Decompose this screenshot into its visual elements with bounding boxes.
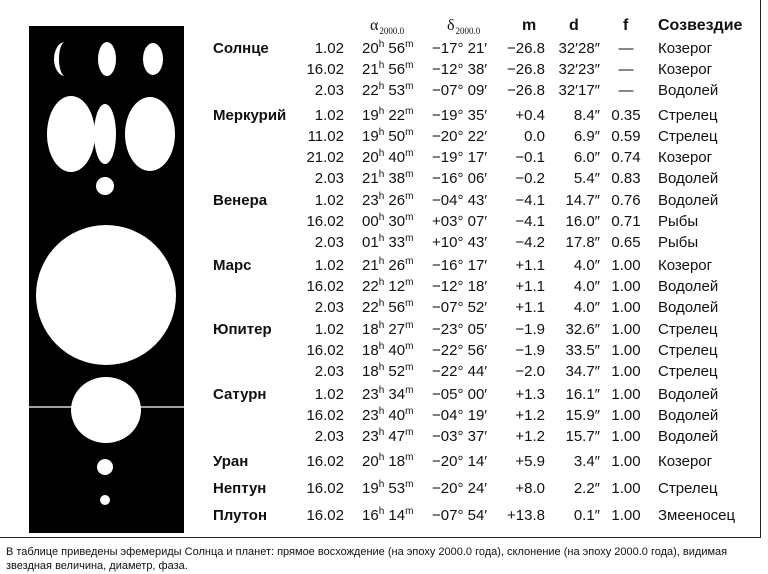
row-declination: −16° 06′ [432, 170, 488, 187]
planet-name: Нептун [213, 480, 267, 497]
row-declination: −04° 43′ [432, 192, 488, 209]
row-date: 1.02 [314, 257, 344, 274]
row-constellation: Водолей [658, 82, 719, 99]
row-declination: −20° 24′ [432, 480, 488, 497]
row-date: 16.02 [306, 278, 344, 295]
row-diameter: 34.7″ [565, 363, 600, 380]
row-diameter: 8.4″ [573, 107, 600, 124]
row-phase: 1.00 [611, 428, 641, 445]
row-magnitude: −1.9 [515, 342, 545, 359]
row-date: 16.02 [306, 342, 344, 359]
row-diameter: 14.7″ [565, 192, 600, 209]
row-diameter: 4.0″ [573, 299, 600, 316]
row-declination: −03° 37′ [432, 428, 488, 445]
row-diameter: 17.8″ [565, 234, 600, 251]
header-declination: $\delta_{2000.0}$ [447, 17, 481, 36]
row-diameter: 6.0″ [573, 149, 600, 166]
planet-name: Солнце [213, 40, 269, 57]
row-constellation: Стрелец [658, 342, 718, 359]
row-magnitude: −0.1 [515, 149, 545, 166]
row-constellation: Стрелец [658, 128, 718, 145]
row-phase: 1.00 [611, 342, 641, 359]
row-diameter: 4.0″ [573, 278, 600, 295]
row-right-ascension: 20$^h$ 56$^m$ [362, 39, 414, 57]
row-diameter: 4.0″ [573, 257, 600, 274]
row-phase: 0.59 [611, 128, 641, 145]
row-declination: +03° 07′ [432, 213, 488, 230]
row-constellation: Рыбы [658, 213, 699, 230]
planet-name: Марс [213, 257, 252, 274]
header-constellation: Созвездие [658, 17, 743, 34]
row-date: 1.02 [314, 321, 344, 338]
planet-name: Уран [213, 453, 249, 470]
row-magnitude: −0.2 [515, 170, 545, 187]
row-magnitude: −26.8 [507, 82, 545, 99]
row-magnitude: +0.4 [515, 107, 545, 124]
row-right-ascension: 22$^h$ 56$^m$ [362, 298, 414, 316]
row-date: 16.02 [306, 407, 344, 424]
row-magnitude: +1.2 [515, 428, 545, 445]
row-constellation: Козерог [658, 149, 713, 166]
row-constellation: Водолей [658, 428, 719, 445]
row-date: 2.03 [314, 428, 344, 445]
row-date: 21.02 [306, 149, 344, 166]
row-declination: −19° 35′ [432, 107, 488, 124]
row-constellation: Козерог [658, 453, 713, 470]
row-declination: −17° 21′ [432, 40, 488, 57]
row-declination: −22° 56′ [432, 342, 488, 359]
row-magnitude: +1.2 [515, 407, 545, 424]
row-date: 2.03 [314, 82, 344, 99]
row-right-ascension: 20$^h$ 18$^m$ [362, 452, 414, 470]
planet-name: Венера [213, 192, 268, 209]
row-date: 2.03 [314, 234, 344, 251]
row-phase: — [618, 82, 634, 99]
row-diameter: 0.1″ [573, 507, 600, 524]
row-constellation: Водолей [658, 170, 719, 187]
row-constellation: Рыбы [658, 234, 699, 251]
row-phase: 0.83 [611, 170, 641, 187]
row-date: 2.03 [314, 363, 344, 380]
row-magnitude: −4.1 [515, 192, 545, 209]
row-magnitude: 0.0 [524, 128, 545, 145]
row-right-ascension: 18$^h$ 40$^m$ [362, 341, 414, 359]
row-date: 1.02 [314, 192, 344, 209]
row-magnitude: +1.1 [515, 299, 545, 316]
row-magnitude: −26.8 [507, 40, 545, 57]
row-magnitude: −26.8 [507, 61, 545, 78]
row-declination: −07° 52′ [432, 299, 488, 316]
row-right-ascension: 23$^h$ 34$^m$ [362, 385, 414, 403]
row-magnitude: −4.2 [515, 234, 545, 251]
row-magnitude: −4.1 [515, 213, 545, 230]
row-date: 1.02 [314, 107, 344, 124]
row-right-ascension: 23$^h$ 47$^m$ [362, 427, 414, 445]
row-constellation: Козерог [658, 40, 713, 57]
row-date: 16.02 [306, 480, 344, 497]
row-declination: −22° 44′ [432, 363, 488, 380]
row-right-ascension: 16$^h$ 14$^m$ [362, 506, 414, 524]
row-declination: −20° 22′ [432, 128, 488, 145]
header-magnitude: m [522, 17, 537, 34]
row-declination: −07° 54′ [432, 507, 488, 524]
row-constellation: Водолей [658, 386, 719, 403]
row-right-ascension: 22$^h$ 53$^m$ [362, 81, 414, 99]
row-declination: −12° 18′ [432, 278, 488, 295]
row-magnitude: +1.1 [515, 257, 545, 274]
row-constellation: Змееносец [658, 507, 736, 524]
row-phase: 1.00 [611, 363, 641, 380]
row-right-ascension: 23$^h$ 26$^m$ [362, 191, 414, 209]
row-phase: 1.00 [611, 480, 641, 497]
row-date: 16.02 [306, 61, 344, 78]
row-phase: 1.00 [611, 299, 641, 316]
row-date: 2.03 [314, 170, 344, 187]
planet-name: Плутон [213, 507, 268, 524]
row-magnitude: −2.0 [515, 363, 545, 380]
row-constellation: Стрелец [658, 321, 718, 338]
header-phase: f [623, 17, 629, 34]
row-constellation: Стрелец [658, 480, 718, 497]
row-phase: 1.00 [611, 507, 641, 524]
planet-name: Меркурий [213, 107, 287, 124]
row-constellation: Водолей [658, 299, 719, 316]
row-magnitude: +13.8 [507, 507, 545, 524]
row-declination: +10° 43′ [432, 234, 488, 251]
row-diameter: 15.7″ [565, 428, 600, 445]
row-phase: 0.35 [611, 107, 641, 124]
row-phase: 1.00 [611, 453, 641, 470]
row-phase: 1.00 [611, 386, 641, 403]
row-constellation: Водолей [658, 407, 719, 424]
row-constellation: Стрелец [658, 363, 718, 380]
row-diameter: 16.0″ [565, 213, 600, 230]
row-phase: 0.74 [611, 149, 641, 166]
row-constellation: Козерог [658, 257, 713, 274]
row-diameter: 6.9″ [573, 128, 600, 145]
row-constellation: Стрелец [658, 107, 718, 124]
row-phase: 1.00 [611, 321, 641, 338]
row-right-ascension: 01$^h$ 33$^m$ [362, 233, 414, 251]
row-declination: −23° 05′ [432, 321, 488, 338]
row-phase: — [618, 61, 634, 78]
row-declination: −04° 19′ [432, 407, 488, 424]
row-phase: 1.00 [611, 278, 641, 295]
row-declination: −05° 00′ [432, 386, 488, 403]
row-constellation: Водолей [658, 192, 719, 209]
row-declination: −16° 17′ [432, 257, 488, 274]
row-right-ascension: 21$^h$ 26$^m$ [362, 256, 414, 274]
planet-name: Сатурн [213, 386, 267, 403]
row-phase: 1.00 [611, 257, 641, 274]
row-right-ascension: 00$^h$ 30$^m$ [362, 212, 414, 230]
row-date: 2.03 [314, 299, 344, 316]
row-phase: 0.65 [611, 234, 641, 251]
figure-caption: В таблице приведены эфемериды Солнца и планет: прямое восхождение (на эпоху 2000.0 года), склонение (на эпоху 2000.0 года), видимая звездная величина, диаметр, фаза. [6, 546, 728, 572]
row-diameter: 32′28″ [558, 40, 600, 57]
row-declination: −12° 38′ [432, 61, 488, 78]
row-magnitude: +5.9 [515, 453, 545, 470]
row-date: 16.02 [306, 453, 344, 470]
header-diameter: d [569, 17, 579, 34]
row-diameter: 5.4″ [573, 170, 600, 187]
row-phase: 0.71 [611, 213, 641, 230]
row-right-ascension: 23$^h$ 40$^m$ [362, 406, 414, 424]
row-right-ascension: 21$^h$ 38$^m$ [362, 169, 414, 187]
row-magnitude: −1.9 [515, 321, 545, 338]
row-magnitude: +1.1 [515, 278, 545, 295]
row-constellation: Водолей [658, 278, 719, 295]
row-right-ascension: 19$^h$ 22$^m$ [362, 106, 414, 124]
row-right-ascension: 21$^h$ 56$^m$ [362, 60, 414, 78]
row-declination: −20° 14′ [432, 453, 488, 470]
row-right-ascension: 22$^h$ 12$^m$ [362, 277, 414, 295]
row-magnitude: +1.3 [515, 386, 545, 403]
row-diameter: 33.5″ [565, 342, 600, 359]
row-declination: −19° 17′ [432, 149, 488, 166]
header-right-ascension: $\alpha_{2000.0}$ [370, 17, 405, 36]
row-right-ascension: 20$^h$ 40$^m$ [362, 148, 414, 166]
row-phase: 0.76 [611, 192, 641, 209]
row-right-ascension: 18$^h$ 52$^m$ [362, 362, 414, 380]
row-date: 1.02 [314, 386, 344, 403]
row-right-ascension: 19$^h$ 50$^m$ [362, 127, 414, 145]
row-right-ascension: 19$^h$ 53$^m$ [362, 479, 414, 497]
row-diameter: 16.1″ [565, 386, 600, 403]
row-date: 16.02 [306, 213, 344, 230]
planet-name: Юпитер [213, 321, 272, 338]
row-phase: — [618, 40, 634, 57]
row-diameter: 3.4″ [573, 453, 600, 470]
row-date: 16.02 [306, 507, 344, 524]
row-date: 1.02 [314, 40, 344, 57]
row-diameter: 32′17″ [558, 82, 600, 99]
row-diameter: 32′23″ [558, 61, 600, 78]
row-diameter: 15.9″ [565, 407, 600, 424]
row-phase: 1.00 [611, 407, 641, 424]
row-diameter: 2.2″ [573, 480, 600, 497]
row-date: 11.02 [307, 128, 344, 145]
row-declination: −07° 09′ [432, 82, 488, 99]
row-diameter: 32.6″ [565, 321, 600, 338]
row-magnitude: +8.0 [515, 480, 545, 497]
row-constellation: Козерог [658, 61, 713, 78]
row-right-ascension: 18$^h$ 27$^m$ [362, 320, 414, 338]
